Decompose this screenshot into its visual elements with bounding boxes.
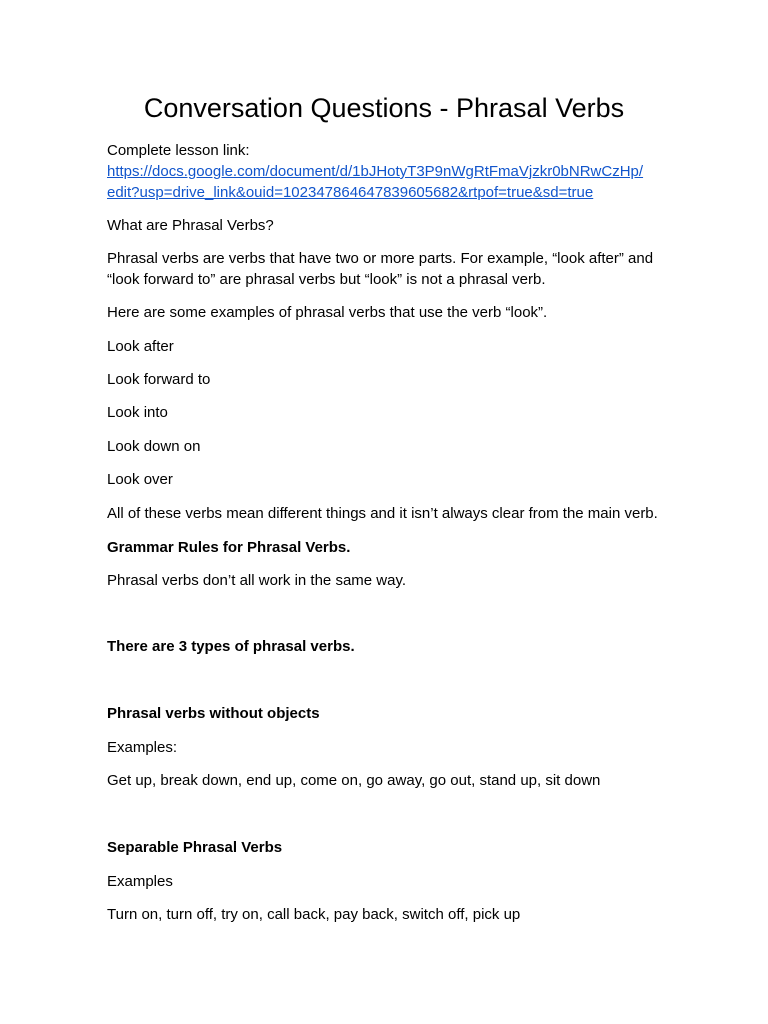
definition-paragraph: [107, 248, 677, 290]
lesson-link-line-1[interactable]: https://docs.google.com/document/d/1bJHotyT3P9nWgRtFmaVjzkr0bNRwCzHp/: [107, 163, 644, 180]
lesson-link-paragraph: [107, 140, 677, 203]
separable-examples-label: Examples: [107, 873, 173, 890]
look-example-item: Look into: [107, 404, 168, 421]
look-example-item: Look over: [107, 471, 173, 488]
definition-line-1: Phrasal verbs are verbs that have two or more parts. For example, “look after” and: [107, 250, 654, 267]
no-object-examples-label: Examples:: [107, 739, 178, 756]
no-object-heading: Phrasal verbs without objects: [107, 705, 320, 722]
separable-examples: Turn on, turn off, try on, call back, pay back, switch off, pick up: [107, 906, 521, 923]
grammar-heading: Grammar Rules for Phrasal Verbs.: [107, 539, 351, 556]
grammar-note: Phrasal verbs don’t all work in the same way.: [107, 572, 407, 589]
lesson-link-line-2[interactable]: edit?usp=drive_link&ouid=102347864647839605682&rtpof=true&sd=true: [107, 184, 594, 201]
definition-line-2: “look forward to” are phrasal verbs but “look” is not a phrasal verb.: [107, 271, 546, 288]
meaning-note: All of these verbs mean different things and it isn’t always clear from the main verb.: [107, 505, 658, 522]
lesson-link-label: Complete lesson link:: [107, 142, 250, 159]
look-example-item: Look after: [107, 338, 174, 355]
types-heading: There are 3 types of phrasal verbs.: [107, 638, 355, 655]
no-object-examples: Get up, break down, end up, come on, go away, go out, stand up, sit down: [107, 772, 601, 789]
examples-intro: Here are some examples of phrasal verbs that use the verb “look”.: [107, 304, 548, 321]
document-title: Conversation Questions - Phrasal Verbs: [143, 93, 625, 123]
look-example-item: Look forward to: [107, 371, 211, 388]
question-heading: What are Phrasal Verbs?: [107, 217, 274, 234]
look-example-item: Look down on: [107, 438, 201, 455]
separable-heading: Separable Phrasal Verbs: [107, 839, 283, 856]
